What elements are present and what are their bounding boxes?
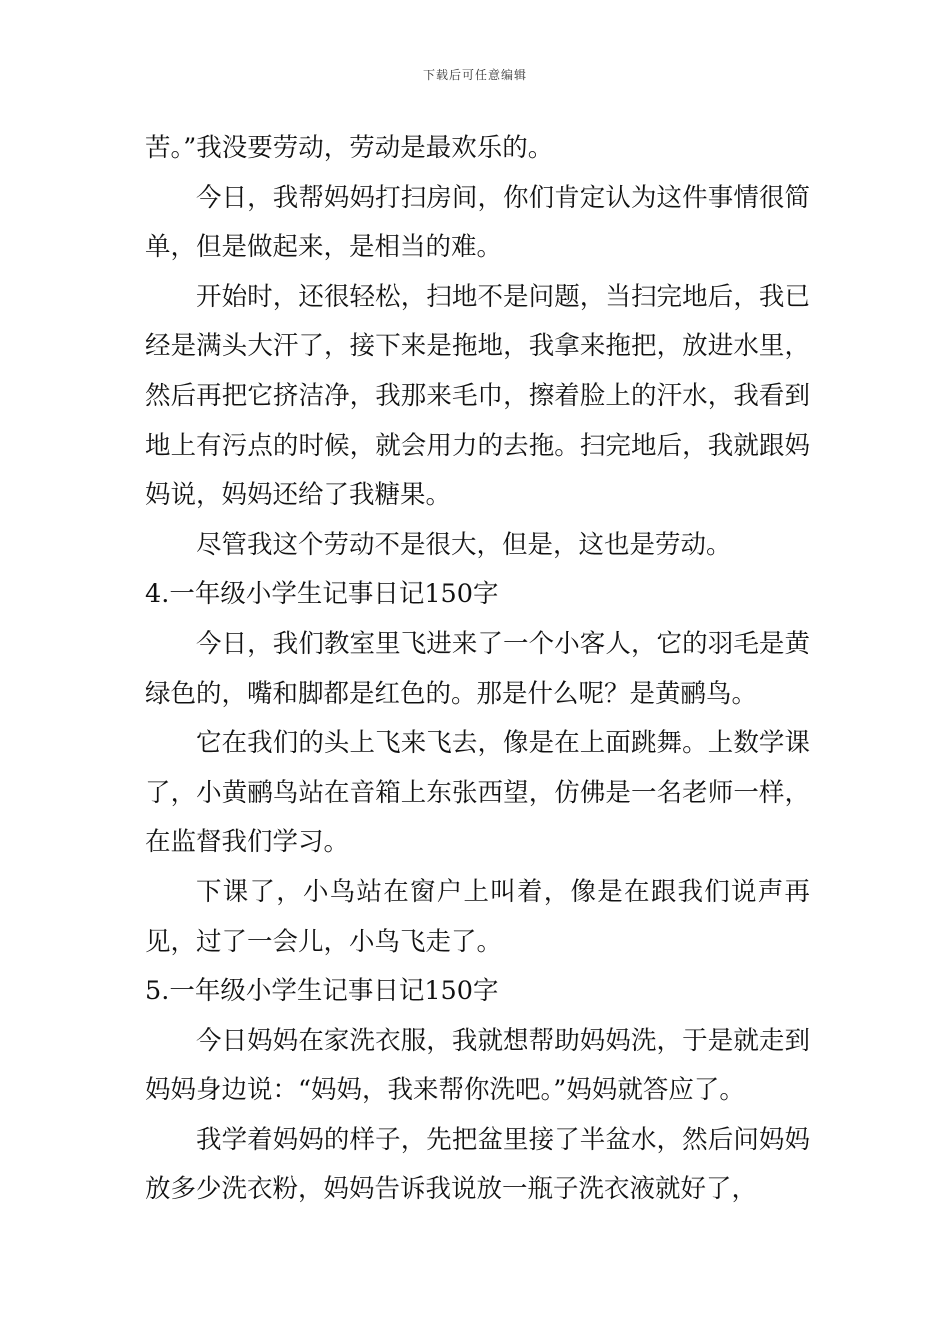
paragraph: 今日，我帮妈妈打扫房间，你们肯定认为这件事情很简单，但是做起来，是相当的难。 (145, 182, 810, 263)
section-heading: 5.一年级小学生记事日记150字 (145, 976, 499, 1007)
document-body (145, 124, 810, 1215)
paragraph: 今日妈妈在家洗衣服，我就想帮助妈妈洗，于是就走到妈妈身边说：“妈妈，我来帮你洗吧。”妈妈就答应了。 (145, 1025, 810, 1106)
paragraph: 我学着妈妈的样子，先把盆里接了半盆水，然后问妈妈放多少洗衣粉，妈妈告诉我说放一瓶子洗衣液就好了， (145, 1124, 810, 1205)
paragraph: 它在我们的头上飞来飞去，像是在上面跳舞。上数学课了，小黄鹂鸟站在音箱上东张西望，仿佛是一名老师一样，在监督我们学习。 (145, 728, 810, 858)
paragraph: 今日，我们教室里飞进来了一个小客人，它的羽毛是黄绿色的，嘴和脚都是红色的。那是什么呢？是黄鹂鸟。 (145, 628, 810, 709)
page-header: 下载后可任意编辑 (422, 68, 527, 82)
paragraph: 下课了，小鸟站在窗户上叫着，像是在跟我们说声再见，过了一会儿，小鸟飞走了。 (145, 876, 810, 957)
paragraph: 苦。”我没要劳动，劳动是最欢乐的。 (145, 133, 554, 163)
paragraph: 尽管我这个劳动不是很大，但是，这也是劳动。 (196, 529, 732, 560)
section-heading: 4.一年级小学生记事日记150字 (145, 579, 499, 610)
paragraph: 开始时，还很轻松，扫地不是问题，当扫完地后，我已经是满头大汗了，接下来是拖地，我拿来拖把，放进水里，然后再把它挤洁净，我那来毛巾，擦着脸上的汗水，我看到地上有污点的时候，就会用力的去拖。扫完地后，我就跟妈妈说，妈妈还给了我糖果。 (145, 281, 810, 511)
